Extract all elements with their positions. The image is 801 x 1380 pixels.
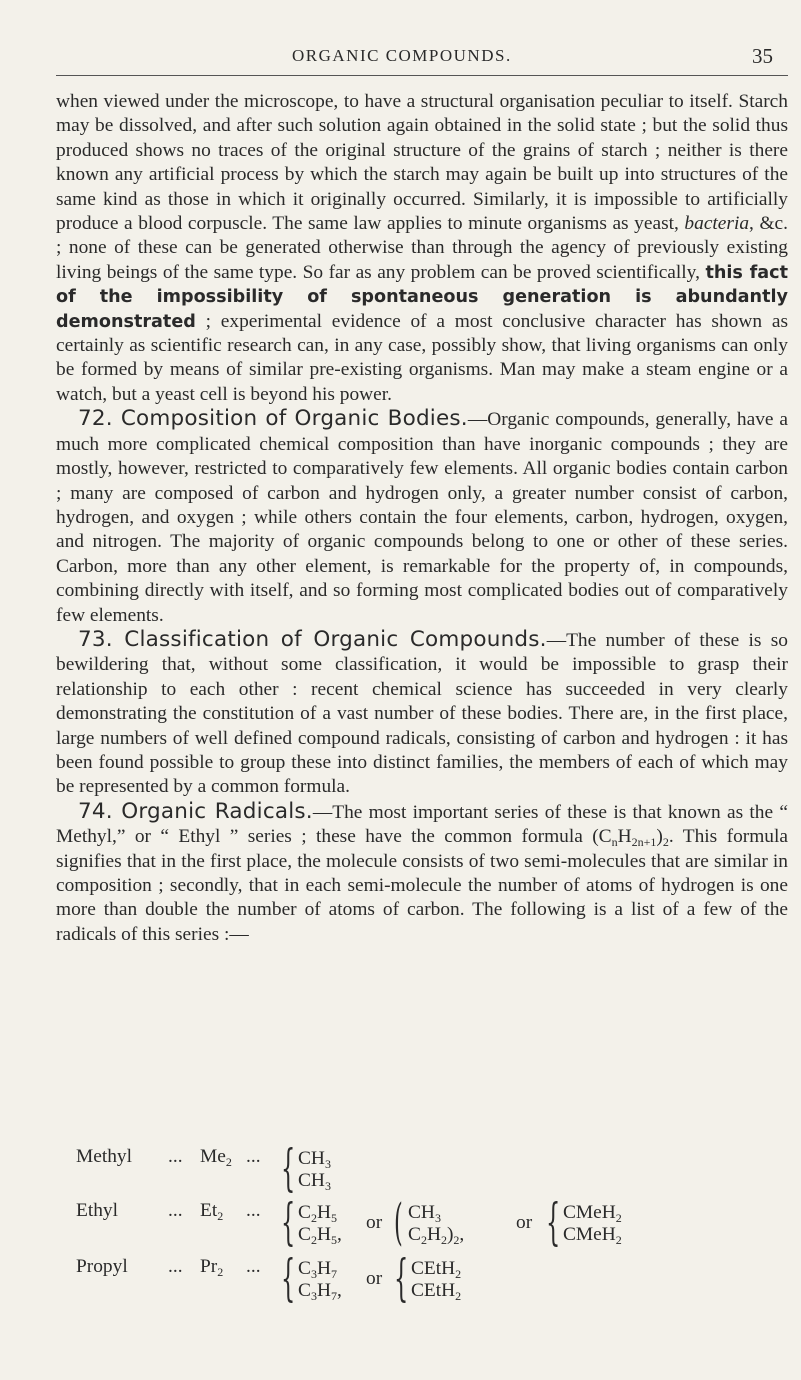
page-header <box>0 46 801 70</box>
dots: ... <box>246 1146 261 1167</box>
table-row <box>76 1139 796 1197</box>
radical-symbol: $Pr_2$ <box>200 1256 224 1279</box>
text-run: ; experimental evidence of a most conclusive character has shown as certainly as scientific research can, in any case, possibly show, that living organisms can only be formed by means of similar pre-existing organisms. Man may make a steam engine or a watch, but a yeast cell is beyond his power. <box>56 310 788 405</box>
radical-name: Methyl <box>76 1146 133 1167</box>
or-word: or <box>366 1212 383 1233</box>
formula-subscript: 2n+1 <box>631 835 657 850</box>
table-row <box>76 1193 796 1251</box>
radical-name: Ethyl <box>76 1200 119 1221</box>
formula-stack: $C_3H_7$ $C_3H_7$, <box>298 1258 342 1303</box>
brace-glyph: { <box>281 1249 296 1307</box>
formula-stack: $CH_3$ $CH_3$ <box>298 1148 331 1193</box>
brace-glyph: { <box>546 1193 561 1251</box>
radical-name: Propyl <box>76 1256 128 1277</box>
formula-stack: CMeH$_2$ CMeH$_2$ <box>563 1202 622 1247</box>
body-text <box>56 90 788 947</box>
section-heading: 73. Classification of Organic Compounds. <box>78 626 547 652</box>
paragraph-starch <box>56 90 788 407</box>
formula-stack: $CH_3$ $C_2H_2)_2$, <box>408 1202 465 1247</box>
radical-symbol: $Et_2$ <box>200 1200 224 1223</box>
dots: ... <box>168 1256 183 1277</box>
or-word: or <box>516 1212 533 1233</box>
brace-glyph: { <box>394 1249 409 1307</box>
emphasized-statement: this fact of the impossibility of spontaneous generation is abundantly demonstrated <box>56 262 788 332</box>
brace-glyph: { <box>281 1139 296 1197</box>
text-run: when viewed under the microscope, to have a structural organisation peculiar to itself. Starch may be dissolved, and after such solution again obtained in the solid state ; but the solid thus produced shows no traces of the original structure of the grains of starch ; neither is there known any artificial process by which the starch may again be built up into structures of the same kind as those in which it originally occurred. Similarly, it is impossible to artificially produce a blood corpuscle. The same law applies to minute organisms as yeast, <box>56 91 788 235</box>
section-heading: 74. Organic Radicals. <box>78 798 313 824</box>
formula-subscript: 2 <box>662 835 669 850</box>
section-74 <box>56 800 788 947</box>
section-text: —Organic compounds, generally, have a much more complicated chemical composition than have inorganic compounds ; they are mostly, however, restricted to comparatively few elements. All organic bodies contain carbon ; many are composed of carbon and hydrogen only, a greater number consist of carbon, hydrogen, and oxygen ; while others contain the four elements, carbon, hydrogen, oxygen, and nitrogen. The majority of organic compounds belong to one or other of these series. Carbon, more than any other element, is remarkable for the property of, in compounds, combining directly with itself, and so forming most complicated bodies out of comparatively few elements. <box>56 409 788 626</box>
page-number: 35 <box>752 44 773 68</box>
section-text: —The most important series of these is that known as the “ Methyl,” or “ Ethyl ” series ; these have the common formula (C <box>56 801 788 848</box>
dots: ... <box>246 1200 261 1221</box>
formula-subscript: n <box>611 835 618 850</box>
text-run: , &c. ; none of these can be generated otherwise than through the agency of previously existing living beings of the same type. So far as any problem can be proved scientifically, <box>56 213 788 283</box>
paren-glyph: ( <box>394 1193 403 1251</box>
italic-term: bacteria <box>684 213 750 235</box>
formula-stack: $C_2H_5$ $C_2H_5$, <box>298 1202 342 1247</box>
header-rule <box>56 75 788 76</box>
section-text: —The number of these is so bewildering that, without some classification, it would be impossible to grasp their relationship to each other : recent chemical science has succeeded in very clearly demonstrating the constitution of a vast number of these bodies. There are, in the first place, large numbers of well defined compound radicals, consisting of carbon and hydrogen : it has been found possible to group these into distinct families, the members of each of which may be represented by a common formula. <box>56 629 788 798</box>
radical-symbol: $Me_2$ <box>200 1146 232 1169</box>
section-text: . This formula signifies that in the first place, the molecule consists of two semi-molecules that are similar in composition ; secondly, that in each semi-molecule the number of atoms of hydrogen is one more than double the number of atoms of carbon. The following is a list of a few of the radicals of this series :— <box>56 826 788 945</box>
running-head: ORGANIC COMPOUNDS. <box>292 46 512 65</box>
formula-stack: CEtH$_2$ CEtH$_2$ <box>411 1258 462 1303</box>
dots: ... <box>246 1256 261 1277</box>
section-heading: 72. Composition of Organic Bodies. <box>78 406 468 432</box>
table-row <box>76 1249 796 1307</box>
dots: ... <box>168 1146 183 1167</box>
section-73 <box>56 628 788 800</box>
section-72 <box>56 407 788 628</box>
brace-glyph: { <box>281 1193 296 1251</box>
formula-text: ) <box>656 826 663 848</box>
formula-text: H <box>617 826 632 848</box>
dots: ... <box>168 1200 183 1221</box>
or-word: or <box>366 1268 383 1289</box>
